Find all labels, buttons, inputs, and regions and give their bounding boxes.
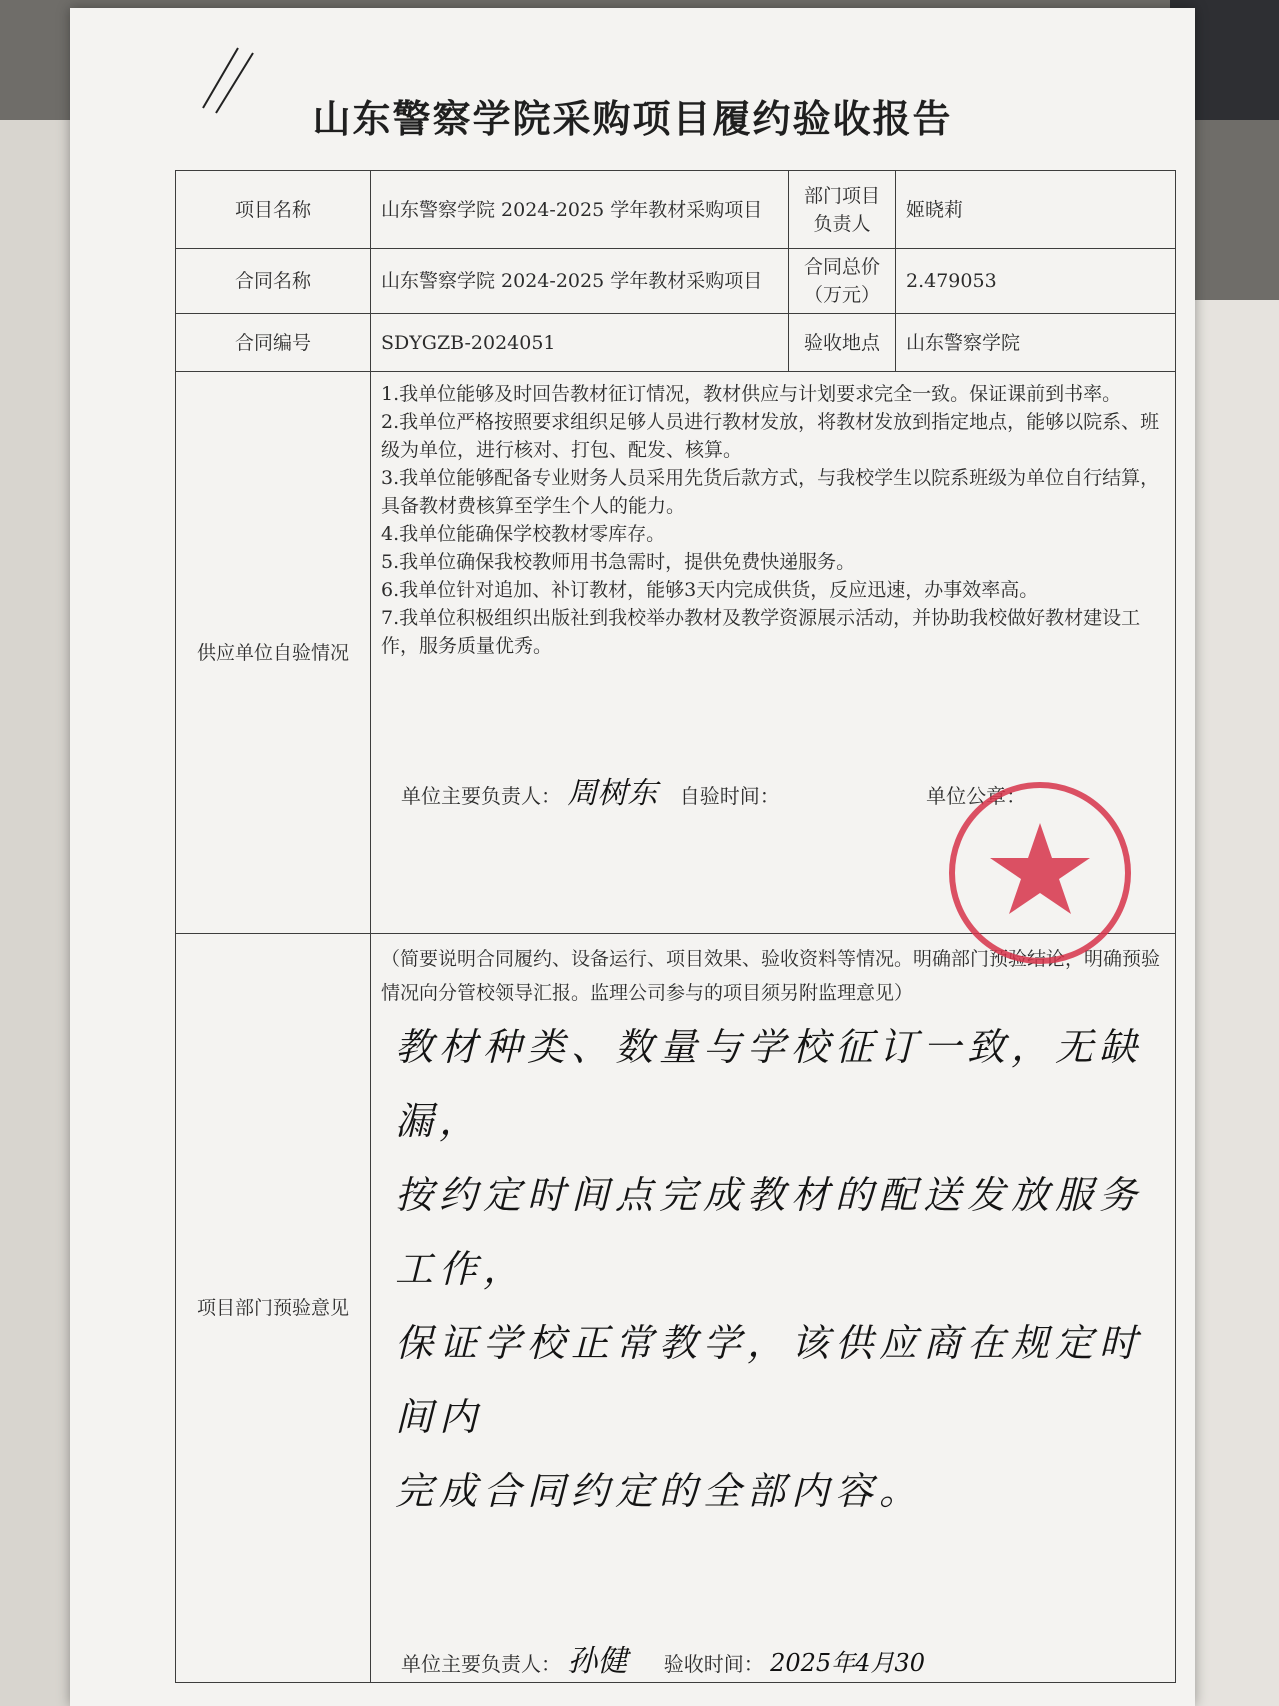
supplier-item: 1.我单位能够及时回告教材征订情况，教材供应与计划要求完全一致。保证课前到书率。: [381, 383, 1122, 405]
contract-name-label: 合同名称: [176, 249, 371, 314]
project-name-value: 山东警察学院 2024-2025 学年教材采购项目: [371, 171, 789, 249]
dept-sign-row: [401, 1644, 1165, 1679]
dept-precheck-content: [371, 934, 1176, 1683]
supplier-head-signature: 周树东: [567, 776, 658, 811]
supplier-head-label: 单位主要负责人：: [401, 784, 561, 808]
company-seal-icon: [940, 778, 1140, 968]
dept-date-label: 验收时间：: [663, 1652, 764, 1676]
handwritten-line: 保证学校正常教学，该供应商在规定时间内: [395, 1321, 1144, 1439]
dept-instructions: （简要说明合同履约、设备运行、项目效果、验收资料等情况。明确部门预验结论，明确预验情况向分管校领导汇报。监理公司参与的项目须另附监理意见）: [381, 948, 1161, 1004]
contract-total-value: 2.479053: [896, 249, 1176, 314]
dept-head-label: 单位主要负责人：: [401, 1652, 561, 1676]
handwritten-line: 按约定时间点完成教材的配送发放服务工作，: [395, 1173, 1144, 1291]
dept-precheck-label: 项目部门预验意见: [176, 934, 371, 1683]
dept-head-signature: 孙健: [567, 1644, 628, 1679]
report-sheet: [70, 8, 1195, 1706]
handwritten-line: 完成合同约定的全部内容。: [395, 1469, 924, 1513]
project-name-label: 项目名称: [176, 171, 371, 249]
supplier-date-label: 自验时间：: [679, 784, 780, 808]
contract-no-label: 合同编号: [176, 314, 371, 372]
supplier-item: 3.我单位能够配备专业财务人员采用先货后款方式，与我校学生以院系班级为单位自行结算，具备教材费核算至学生个人的能力。: [381, 467, 1160, 517]
contract-name-value: 山东警察学院 2024-2025 学年教材采购项目: [371, 249, 789, 314]
supplier-seal-label: 单位公章：: [926, 784, 1027, 808]
handwritten-line: 教材种类、数量与学校征订一致，无缺漏，: [395, 1025, 1144, 1143]
supplier-self-check-label: 供应单位自验情况: [176, 372, 371, 934]
supplier-item: 7.我单位积极组织出版社到我校举办教材及教学资源展示活动，并协助我校做好教材建设工作，服务质量优秀。: [381, 607, 1141, 657]
supplier-item: 6.我单位针对追加、补订教材，能够3天内完成供货，反应迅速，办事效率高。: [381, 579, 1039, 601]
dept-head-label: 部门项目负责人: [789, 171, 896, 249]
dept-date-value: 2025年4月30: [770, 1649, 925, 1677]
document-title: 山东警察学院采购项目履约验收报告: [312, 97, 953, 141]
contract-no-value: SDYGZB-2024051: [371, 314, 789, 372]
location-value: 山东警察学院: [896, 314, 1176, 372]
contract-total-label: 合同总价（万元）: [789, 249, 896, 314]
supplier-item: 4.我单位能确保学校教材零库存。: [381, 523, 666, 545]
supplier-item: 2.我单位严格按照要求组织足够人员进行教材发放，将教材发放到指定地点，能够以院系、班级为单位，进行核对、打包、配发、核算。: [381, 411, 1160, 461]
supplier-item: 5.我单位确保我校教师用书急需时，提供免费快递服务。: [381, 551, 856, 573]
location-label: 验收地点: [789, 314, 896, 372]
dept-head-value: 姬晓莉: [896, 171, 1176, 249]
